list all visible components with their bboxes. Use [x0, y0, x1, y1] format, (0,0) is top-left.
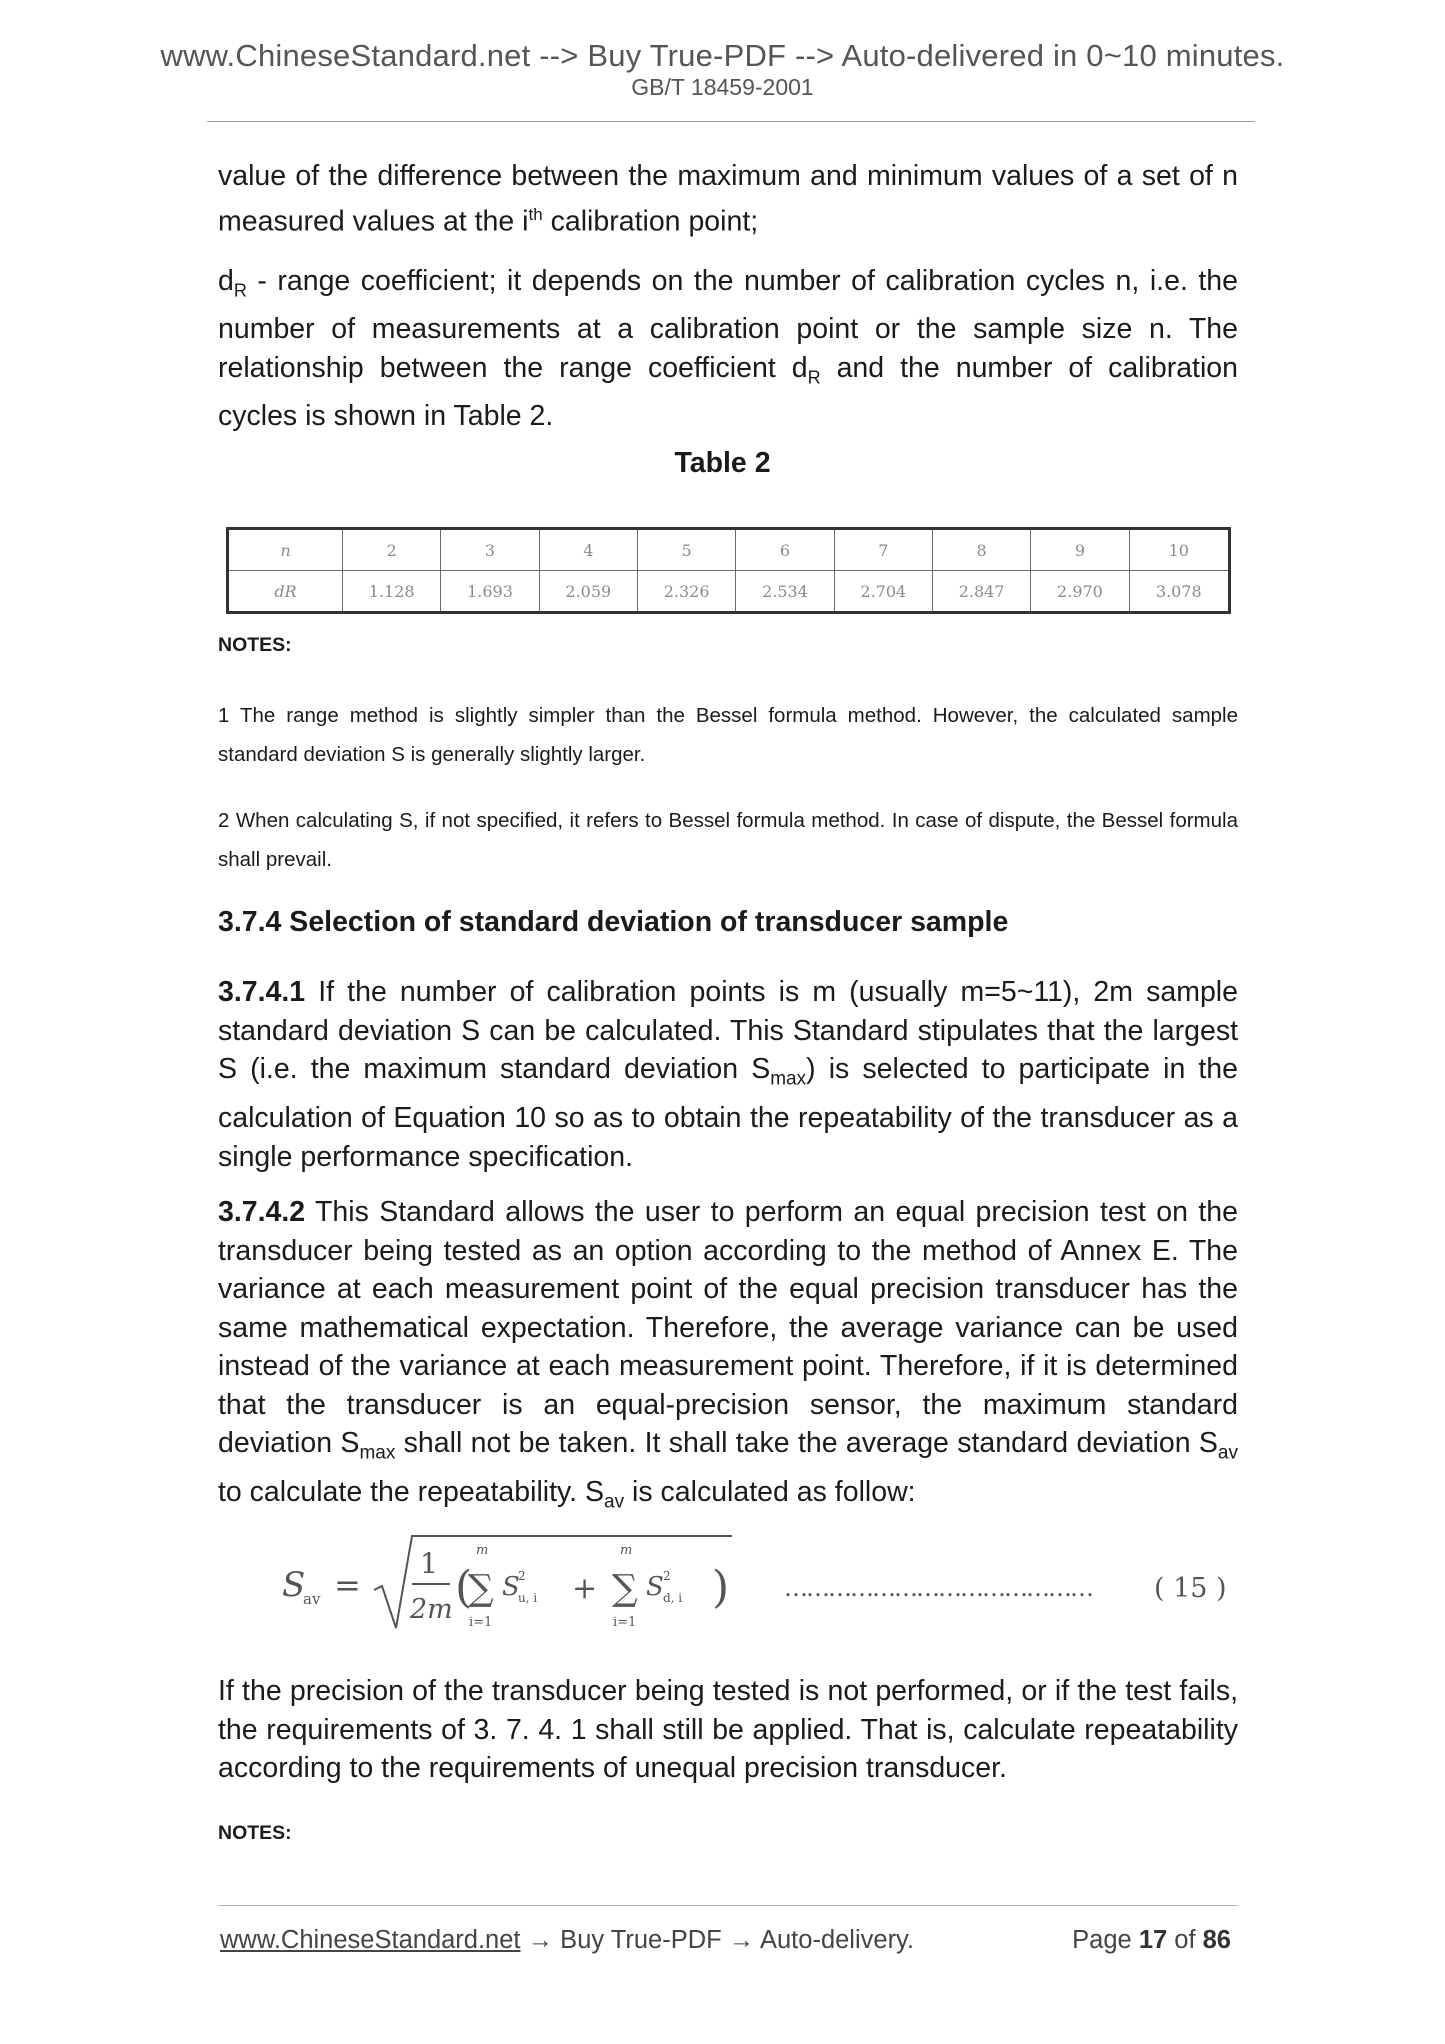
page-number: 17 — [1138, 1926, 1168, 1954]
para2-text-a: - range coefficient; it depends on the number of calibration cycles n, i.e. the number of measurements at a calibration point or the sample size n. The relationship between the range coefficient d — [218, 265, 1238, 384]
formula-numerator: 1 — [420, 1547, 438, 1580]
page-total: 86 — [1202, 1926, 1231, 1954]
formula-lhs: S — [282, 1565, 306, 1605]
left-paren: ( — [455, 1562, 473, 1613]
table-cell: 2.847 — [932, 571, 1030, 613]
table-cell: 1.693 — [441, 571, 539, 613]
footer-tagline: → Buy True-PDF → Auto-delivery. — [520, 1926, 914, 1954]
summation-sign: ∑ — [612, 1568, 638, 1609]
para1-text: value of the difference between the maximum and minimum values of a set of n measured values at the i — [218, 160, 1238, 237]
sav-subscript: av — [1217, 1442, 1238, 1464]
formula-plus: + — [572, 1571, 598, 1606]
clause-text: If the number of calibration points is m (usually m=5~11), 2m sample standard deviation S can be calculated. This Standard stipulates that the largest S (i.e. the maximum standard deviation S — [218, 976, 1238, 1085]
table-cell: 7 — [834, 529, 932, 571]
table-row-dr — [228, 571, 1230, 613]
footer-left — [220, 1926, 914, 1955]
term1-symbol: S — [502, 1572, 520, 1602]
right-paren: ) — [712, 1562, 730, 1613]
table-cell: 2.326 — [637, 571, 735, 613]
paragraph-after-formula-text: If the precision of the transducer being tested is not performed, or if the test fails, the requirements of 3. 7. 4. 1 shall still be applied. That is, calculate repeatability according to the requirements of unequal precision transducer. — [218, 1675, 1238, 1784]
paragraph-range-definition — [218, 157, 1238, 241]
footer-rule — [218, 1905, 1238, 1906]
range-coefficient-table — [226, 527, 1231, 614]
table-cell: 2.970 — [1031, 571, 1129, 613]
term1-subscript: u, i — [518, 1591, 538, 1605]
dr-subscript-2: R — [807, 367, 821, 388]
table-cell: 8 — [932, 529, 1030, 571]
note-2 — [218, 801, 1238, 879]
note-1 — [218, 696, 1238, 774]
table-cell: 5 — [637, 529, 735, 571]
term2-subscript: d, i — [663, 1591, 683, 1605]
clause-text: shall not be taken. It shall take the average standard deviation S — [395, 1427, 1218, 1459]
table-cell: 3.078 — [1129, 571, 1229, 613]
formula-leader-dots: …………………………………… — [784, 1574, 1092, 1602]
formula-equals: = — [334, 1566, 361, 1604]
clause-number: 3.7.4.2 — [218, 1196, 306, 1228]
notes-label: NOTES: — [218, 634, 292, 656]
clause-text: is calculated as follow: — [624, 1476, 916, 1509]
clause-3-7-4-1 — [218, 973, 1238, 1176]
page-label: Page — [1072, 1926, 1139, 1954]
smax-subscript: max — [770, 1068, 807, 1090]
table-cell: 3 — [441, 529, 539, 571]
para1-sup: th — [528, 204, 543, 224]
sum-upper-limit: m — [620, 1543, 633, 1558]
term2-symbol: S — [646, 1572, 664, 1602]
clause-text: ) is selected to participate in the calculation of Equation 10 so as to obtain the repeatability of the transducer as a single performance specification. — [218, 1053, 1239, 1173]
term2-square: 2 — [663, 1569, 671, 1583]
table-cell: 9 — [1031, 529, 1129, 571]
equation-15 — [282, 1528, 1282, 1638]
page-indicator — [1072, 1926, 1231, 1955]
dr-symbol: d — [218, 265, 234, 297]
table-row-n — [228, 529, 1230, 571]
sum-lower-limit: i=1 — [469, 1615, 493, 1630]
note-1-text: 1 The range method is slightly simpler than the Bessel formula method. However, the calculated sample standard deviation S is generally slightly larger. — [218, 704, 1238, 766]
header-rule — [207, 121, 1255, 122]
clause-number: 3.7.4.1 — [218, 976, 306, 1008]
formula-lhs-sub: av — [303, 1590, 321, 1608]
table-title: Table 2 — [674, 447, 771, 479]
sav-subscript: av — [604, 1491, 625, 1513]
smax-subscript: max — [359, 1442, 396, 1464]
paragraph-range-coefficient — [218, 262, 1238, 435]
paragraph-after-formula — [218, 1672, 1238, 1788]
standard-number: GB/T 18459-2001 — [631, 74, 814, 100]
table-header-dr: dR — [228, 571, 343, 613]
formula-denominator: 2m — [410, 1594, 453, 1625]
note-2-text: 2 When calculating S, if not specified, it refers to Bessel formula method. In case of dispute, the Bessel formula shall prevail. — [218, 809, 1238, 871]
sum-upper-limit: m — [476, 1543, 489, 1558]
page-of: of — [1167, 1926, 1203, 1954]
term1-square: 2 — [518, 1569, 526, 1583]
table-cell: 1.128 — [343, 571, 441, 613]
para2-text-b: and the number of calibration cycles is shown in Table 2. — [218, 351, 1238, 432]
equation-number: ( 15 ) — [1154, 1573, 1227, 1604]
summation-sign: ∑ — [468, 1568, 494, 1609]
sum-lower-limit: i=1 — [613, 1615, 637, 1630]
top-banner: www.ChineseStandard.net --> Buy True-PDF --> Auto-delivered in 0~10 minutes. — [160, 38, 1285, 73]
table-cell: 2 — [343, 529, 441, 571]
footer-site-link[interactable]: www.ChineseStandard.net — [220, 1926, 521, 1954]
notes-label-2: NOTES: — [218, 1822, 292, 1844]
table-cell: 2.704 — [834, 571, 932, 613]
clause-text: This Standard allows the user to perform an equal precision test on the transducer being tested as an option according to the method of Annex E. The variance at each measurement point of the equal precision transducer has the same mathematical expectation. Therefore, the average variance can be used instead of the variance at each measurement point. Therefore, if it is determined that the transducer is an equal-precision sensor, the maximum standard deviation S — [218, 1196, 1238, 1459]
table-cell: 4 — [539, 529, 637, 571]
table-cell: 10 — [1129, 529, 1229, 571]
table-cell: 2.059 — [539, 571, 637, 613]
dr-subscript: R — [233, 280, 247, 301]
table-cell: 2.534 — [736, 571, 834, 613]
section-heading: 3.7.4 Selection of standard deviation of transducer sample — [218, 906, 1009, 938]
table-cell: 6 — [736, 529, 834, 571]
para1-tail: calibration point; — [542, 205, 759, 237]
clause-3-7-4-2 — [218, 1193, 1238, 1522]
table-header-n: n — [228, 529, 343, 571]
clause-text: to calculate the repeatability. S — [218, 1476, 605, 1509]
